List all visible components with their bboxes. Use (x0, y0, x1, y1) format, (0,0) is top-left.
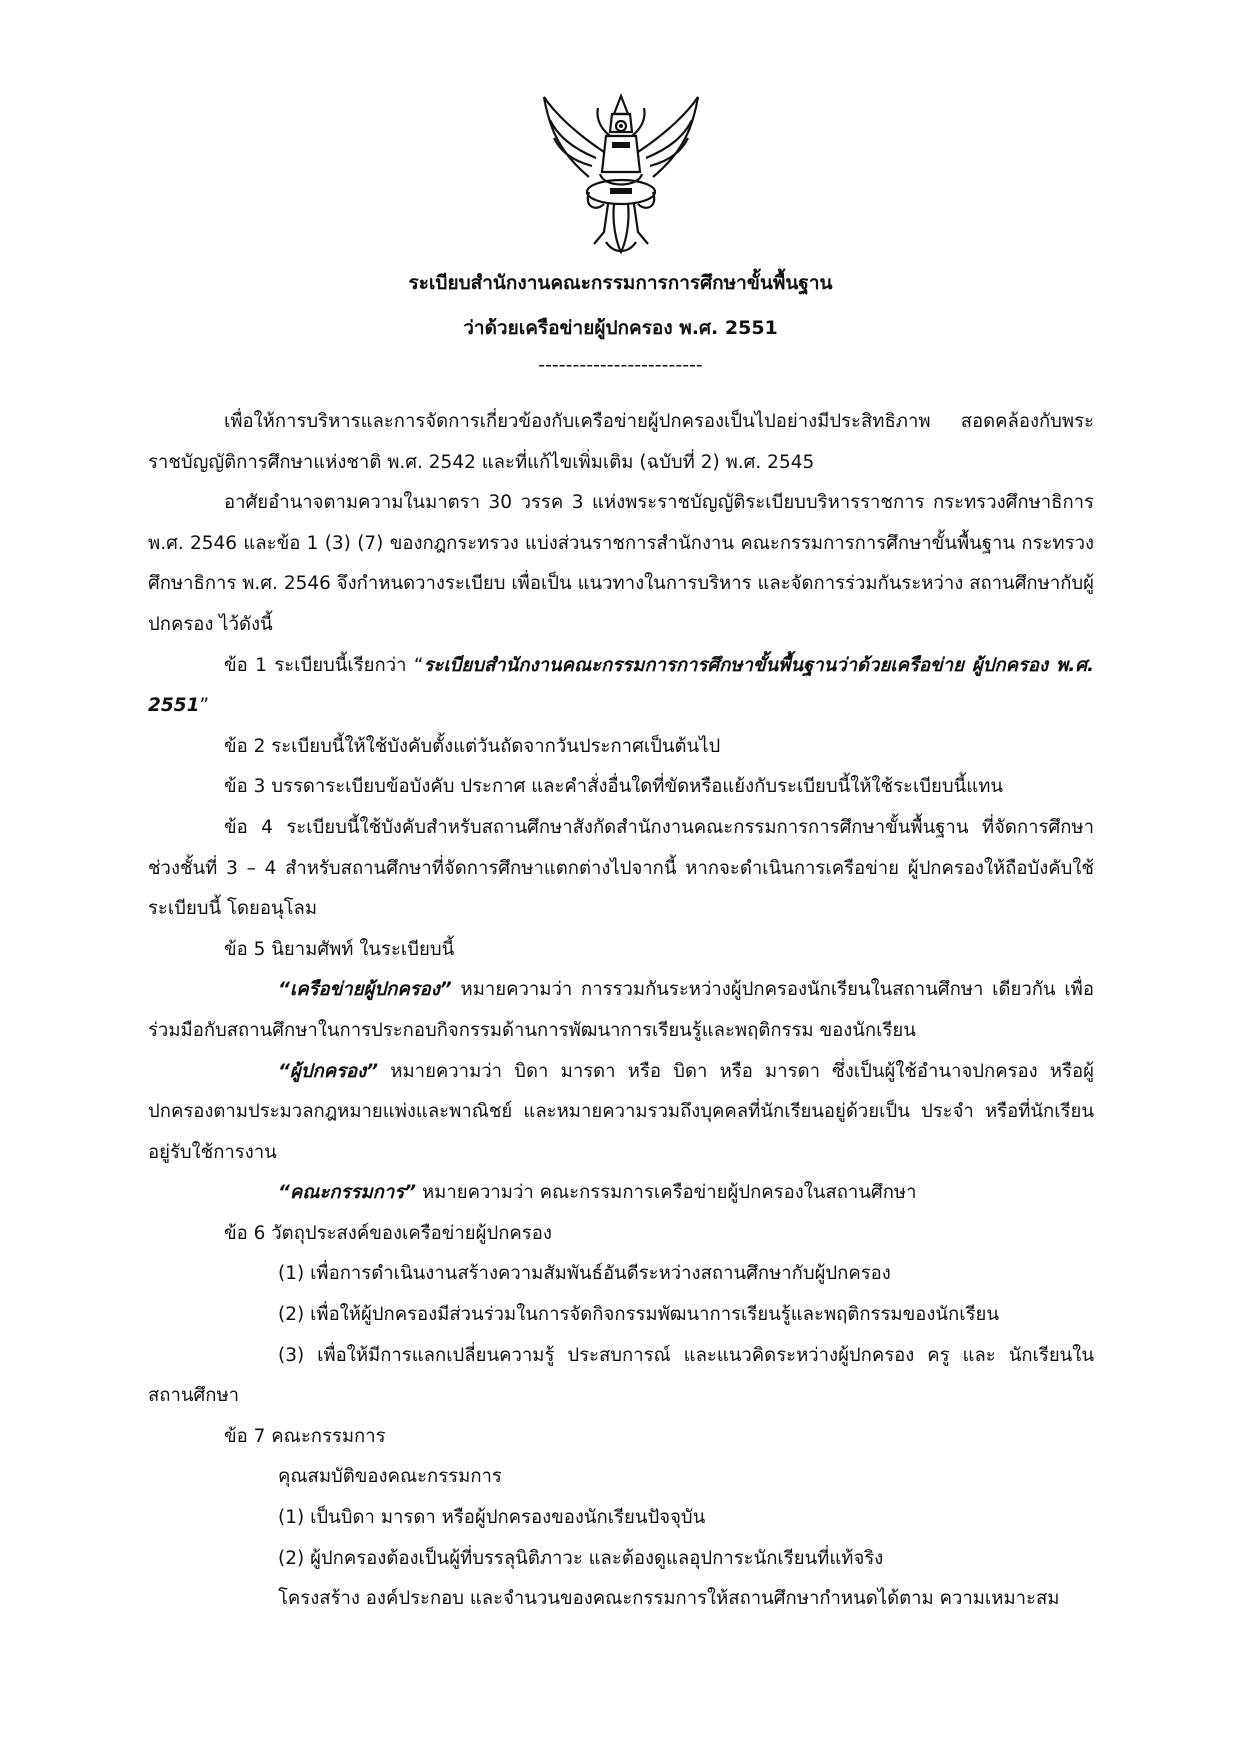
definition-term: “เครือข่ายผู้ปกครอง” (278, 979, 452, 1001)
definition-text: หมายความว่า คณะกรรมการเครือข่ายผู้ปกครองในสถานศึกษา (416, 1182, 917, 1204)
clause-5: ข้อ 5 นิยามศัพท์ ในระเบียบนี้ (224, 938, 455, 960)
definition-term: “คณะกรรมการ” (278, 1182, 417, 1204)
clause-1 (148, 646, 1094, 727)
definition-text: หมายความว่า บิดา มารดา หรือ บิดา หรือ มารดา ซึ่งเป็นผู้ใช้อำนาจปกครอง หรือผู้ปกครองตามประมวลกฎหมายแพ่งและพาณิชย์ และหมายความรวมถึงบุคคลที่นักเรียนอยู่ด้วยเป็น ประจำ หรือที่นักเรียนอยู่รับใช้การงาน (148, 1060, 1094, 1163)
preamble-paragraph: เพื่อให้การบริหารและการจัดการเกี่ยวข้องกับเครือข่ายผู้ปกครองเป็นไปอย่างมีประสิทธิภาพ สอดคล้องกับพระราชบัญญัติการศึกษาแห่งชาติ พ.ศ. 2542 และที่แก้ไขเพิ่มเติม (ฉบับที่ 2) พ.ศ. 2545 (148, 411, 1094, 473)
clause-7: ข้อ 7 คณะกรรมการ (224, 1425, 386, 1447)
clause-2: ข้อ 2 ระเบียบนี้ให้ใช้บังคับตั้งแต่วันถัดจากวันประกาศเป็นต้นไป (224, 735, 721, 757)
regulation-body (148, 402, 1094, 1620)
clause-4: ข้อ 4 ระเบียบนี้ใช้บังคับสำหรับสถานศึกษาสังกัดสำนักงานคณะกรรมการการศึกษาขั้นพื้นฐาน ที่จัดการศึกษาช่วงชั้นที่ 3 – 4 สำหรับสถานศึกษาที่จัดการศึกษาแตกต่างไปจากนี้ หากจะดำเนินการเครือข่าย ผู้ปกครองให้ถือบังคับใช้ระเบียบนี้ โดยอนุโลม (148, 816, 1094, 920)
title-divider: ------------------------ (538, 354, 703, 376)
clause-1-regulation-name: ระเบียบสำนักงานคณะกรรมการการศึกษาขั้นพื้นฐานว่าด้วยเครือข่าย ผู้ปกครอง พ.ศ. 2551 (148, 654, 1094, 717)
clause-7-item-2: (2) ผู้ปกครองต้องเป็นผู้ที่บรรลุนิติภาวะ และต้องดูแลอุปการะนักเรียนที่แท้จริง (278, 1547, 884, 1569)
clause-3: ข้อ 3 บรรดาระเบียบข้อบังคับ ประกาศ และคำสั่งอื่นใดที่ขัดหรือแย้งกับระเบียบนี้ให้ใช้ระเบียบนี้แทน (224, 776, 1004, 798)
definition-committee (148, 1173, 1094, 1214)
definition-parent-network (148, 970, 1094, 1051)
clause-7-item-1: (1) เป็นบิดา มารดา หรือผู้ปกครองของนักเรียนปัจจุบัน (278, 1507, 706, 1529)
clause-6-item-2: (2) เพื่อให้ผู้ปกครองมีส่วนร่วมในการจัดกิจกรรมพัฒนาการเรียนรู้และพฤติกรรมของนักเรียน (278, 1304, 1000, 1326)
definition-term: “ผู้ปกครอง” (278, 1060, 379, 1082)
authority-paragraph: อาศัยอำนาจตามความในมาตรา 30 วรรค 3 แห่งพระราชบัญญัติระเบียบบริหารราชการ กระทรวงศึกษาธิการ พ.ศ. 2546 และข้อ 1 (3) (7) ของกฎกระทรวง แบ่งส่วนราชการสำนักงาน คณะกรรมการการศึกษาขั้นพื้นฐาน กระทรวงศึกษาธิการ พ.ศ. 2546 จึงกำหนดวางระเบียบ เพื่อเป็น แนวทางในการบริหาร และจัดการร่วมกันระหว่าง สถานศึกษากับผู้ปกครอง ไว้ดังนี้ (148, 492, 1094, 635)
clause-6-item-1: (1) เพื่อการดำเนินงานสร้างความสัมพันธ์อันดีระหว่างสถานศึกษากับผู้ปกครอง (278, 1263, 891, 1285)
regulation-title: ระเบียบสำนักงานคณะกรรมการการศึกษาขั้นพื้นฐาน (408, 272, 833, 294)
garuda-emblem (534, 92, 708, 258)
clause-1-suffix: ” (199, 695, 210, 717)
clause-6-item-3: (3) เพื่อให้มีการแลกเปลี่ยนความรู้ ประสบการณ์ และแนวคิดระหว่างผู้ปกครอง ครู และ นักเรียนในสถานศึกษา (148, 1344, 1094, 1407)
clause-7-structure: โครงสร้าง องค์ประกอบ และจำนวนของคณะกรรมการให้สถานศึกษากำหนดได้ตาม ความเหมาะสม (278, 1588, 1060, 1610)
regulation-subtitle: ว่าด้วยเครือข่ายผู้ปกครอง พ.ศ. 2551 (463, 317, 778, 339)
definition-text: หมายความว่า การรวมกันระหว่างผู้ปกครองนักเรียนในสถานศึกษา เดียวกัน เพื่อร่วมมือกับสถานศึกษาในการประกอบกิจกรรมด้านการพัฒนาการเรียนรู้และพฤติกรรม ของนักเรียน (148, 979, 1094, 1041)
clause-7-qualifications-heading: คุณสมบัติของคณะกรรมการ (278, 1466, 502, 1488)
clause-6: ข้อ 6 วัตถุประสงค์ของเครือข่ายผู้ปกครอง (224, 1222, 552, 1244)
clause-1-prefix: ข้อ 1 ระเบียบนี้เรียกว่า “ (224, 654, 424, 676)
definition-parent (148, 1052, 1094, 1174)
